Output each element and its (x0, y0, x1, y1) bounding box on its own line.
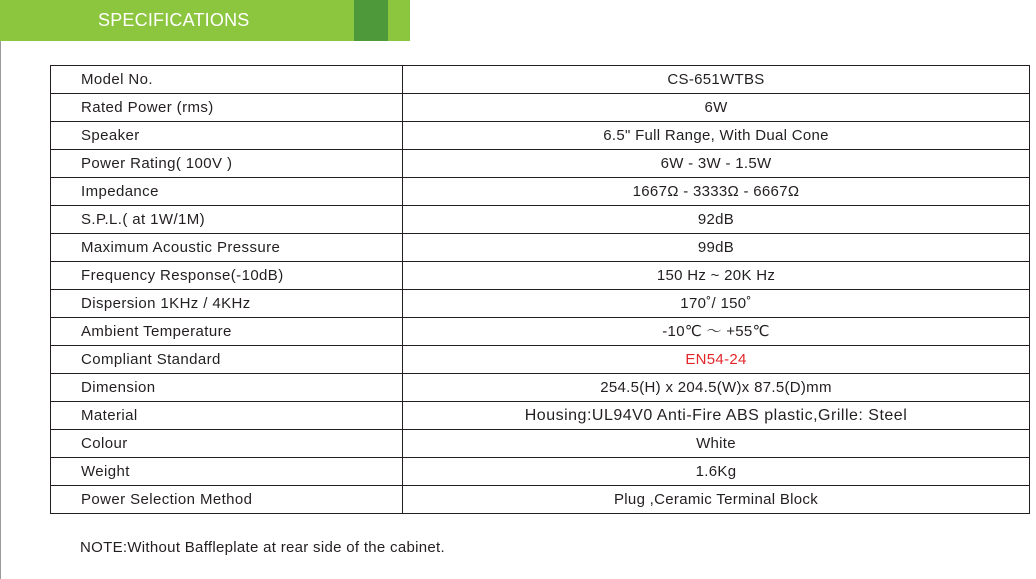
spec-value: Housing:UL94V0 Anti-Fire ABS plastic,Grille: Steel (403, 402, 1030, 430)
spec-value: 1.6Kg (403, 458, 1030, 486)
spec-label: S.P.L.( at 1W/1M) (51, 206, 403, 234)
spec-row-spl (51, 206, 1030, 234)
spec-value: 254.5(H) x 204.5(W)x 87.5(D)mm (403, 374, 1030, 402)
spec-label: Model No. (51, 66, 403, 94)
spec-label: Frequency Response(-10dB) (51, 262, 403, 290)
spec-row-dimension (51, 374, 1030, 402)
spec-row-rated-power (51, 94, 1030, 122)
spec-value: Plug ,Ceramic Terminal Block (403, 486, 1030, 514)
spec-label: Ambient Temperature (51, 318, 403, 346)
spec-row-impedance (51, 178, 1030, 206)
spec-row-compliant-standard (51, 346, 1030, 374)
spec-value: 1667Ω - 3333Ω - 6667Ω (403, 178, 1030, 206)
spec-label: Power Selection Method (51, 486, 403, 514)
spec-label: Speaker (51, 122, 403, 150)
spec-label: Dispersion 1KHz / 4KHz (51, 290, 403, 318)
spec-row-material (51, 402, 1030, 430)
spec-value: 92dB (403, 206, 1030, 234)
spec-row-speaker (51, 122, 1030, 150)
footnote: NOTE:Without Baffleplate at rear side of the cabinet. (80, 539, 445, 556)
spec-row-dispersion (51, 290, 1030, 318)
spec-row-ambient-temperature (51, 318, 1030, 346)
header-title: SPECIFICATIONS (98, 10, 250, 30)
spec-row-power-selection (51, 486, 1030, 514)
spec-value: 170˚/ 150˚ (403, 290, 1030, 318)
spec-row-colour (51, 430, 1030, 458)
spec-value: 6W (403, 94, 1030, 122)
spec-row-model (51, 66, 1030, 94)
spec-label: Colour (51, 430, 403, 458)
spec-label: Power Rating( 100V ) (51, 150, 403, 178)
spec-value: 6.5" Full Range, With Dual Cone (403, 122, 1030, 150)
spec-value: White (403, 430, 1030, 458)
left-border-line (0, 40, 1, 579)
spec-label: Material (51, 402, 403, 430)
spec-label: Dimension (51, 374, 403, 402)
spec-label: Maximum Acoustic Pressure (51, 234, 403, 262)
spec-value: -10℃ ～ +55℃ (403, 318, 1030, 346)
spec-row-weight (51, 458, 1030, 486)
specifications-table (50, 65, 1030, 514)
spec-label: Compliant Standard (51, 346, 403, 374)
spec-row-max-pressure (51, 234, 1030, 262)
spec-value: 150 Hz ~ 20K Hz (403, 262, 1030, 290)
spec-label: Impedance (51, 178, 403, 206)
spec-label: Weight (51, 458, 403, 486)
spec-value: 99dB (403, 234, 1030, 262)
spec-row-frequency-response (51, 262, 1030, 290)
header-accent-block (354, 0, 388, 41)
spec-row-power-rating (51, 150, 1030, 178)
specifications-header (0, 0, 410, 41)
spec-value-highlighted: EN54-24 (403, 346, 1030, 374)
spec-value: 6W - 3W - 1.5W (403, 150, 1030, 178)
spec-label: Rated Power (rms) (51, 94, 403, 122)
spec-value: CS-651WTBS (403, 66, 1030, 94)
